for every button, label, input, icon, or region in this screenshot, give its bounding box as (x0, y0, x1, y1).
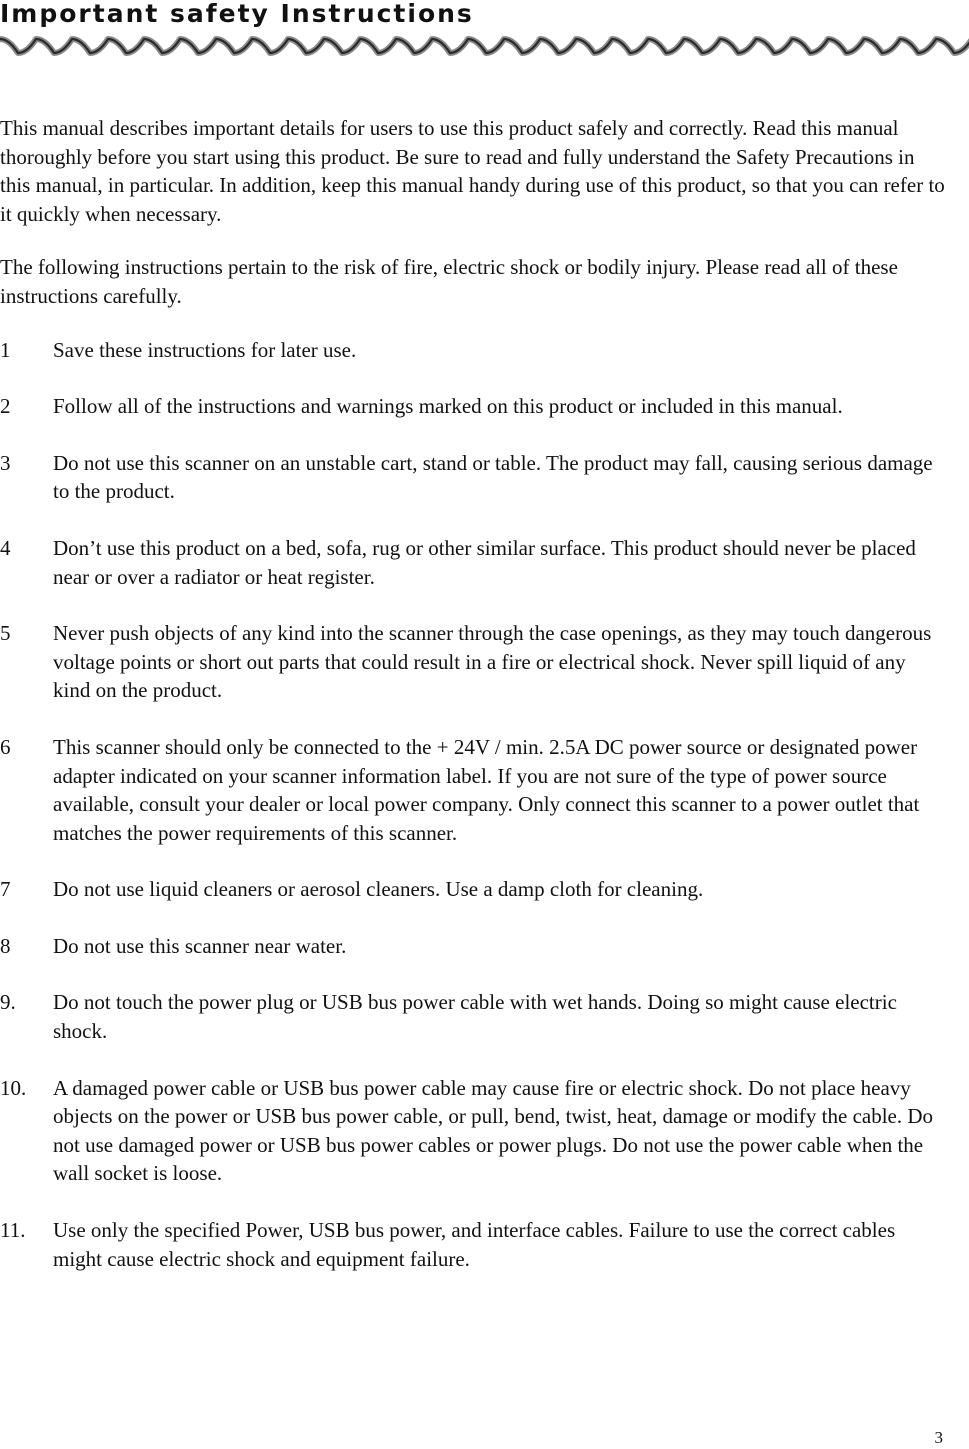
item-text: Save these instructions for later use. (53, 337, 357, 362)
instruction-item-4 (0, 534, 945, 591)
instruction-item-11 (0, 1216, 945, 1273)
item-number: 7 (0, 877, 11, 902)
item-number: 11. (0, 1218, 26, 1243)
item-number: 6 (0, 734, 11, 759)
item-text: This scanner should only be connected to the + 24V / min. 2.5A DC power source or designated power adapter indicated on your scanner information label. If you are not sure of the type of power source available, consult your dealer or local power company. Only connect this scanner to a power outlet that matches the power requirements of this scanner. (53, 734, 920, 845)
instruction-item-2 (0, 392, 945, 421)
item-number: 4 (0, 535, 11, 560)
item-number: 8 (0, 933, 11, 958)
instruction-item-3 (0, 449, 945, 506)
instruction-item-1 (0, 336, 945, 365)
instruction-item-9 (0, 988, 945, 1045)
instruction-item-7 (0, 875, 945, 904)
item-text: Do not use liquid cleaners or aerosol cleaners. Use a damp cloth for cleaning. (53, 877, 704, 902)
item-text: Never push objects of any kind into the scanner through the case openings, as they may touch dangerous voltage points or short out parts that could result in a fire or electrical shock. Never spill liquid of any kind on the product. (53, 621, 932, 703)
page-heading: Important safety Instructions (0, 0, 474, 28)
item-text: Do not use this scanner on an unstable cart, stand or table. The product may fall, causing serious damage to the product. (53, 450, 933, 504)
instruction-item-10 (0, 1074, 945, 1188)
item-number: 2 (0, 394, 11, 419)
item-text: Do not use this scanner near water. (53, 933, 347, 958)
intro-paragraph: This manual describes important details for users to use this product safely and correctly. Read this manual thoroughly before you start using this product. Be sure to read and fully understand the Safety Precautions in this manual, in particular. In addition, keep this manual handy during use of this product, so that you can refer to it quickly when necessary. (0, 116, 945, 226)
item-number: 5 (0, 621, 11, 646)
item-text: A damaged power cable or USB bus power cable may cause fire or electric shock. Do not place heavy objects on the power or USB bus power cable, or pull, bend, twist, heat, damage or modify the cable. Do not use damaged power or USB bus power cables or power plugs. Do not use the power cable when the wall socket is loose. (53, 1075, 934, 1186)
item-text: Follow all of the instructions and warnings marked on this product or included in this manual. (53, 394, 843, 419)
item-number: 1 (0, 337, 11, 362)
item-text: Don’t use this product on a bed, sofa, rug or other similar surface. This product should never be placed near or over a radiator or heat register. (53, 535, 916, 589)
instruction-item-6 (0, 733, 945, 847)
document-body (0, 114, 945, 1301)
item-text: Do not touch the power plug or USB bus power cable with wet hands. Doing so might cause electric shock. (53, 990, 897, 1044)
instruction-item-8 (0, 932, 945, 961)
item-number: 10. (0, 1075, 27, 1100)
instruction-item-5 (0, 619, 945, 705)
item-number: 3 (0, 450, 11, 475)
instructions-lead-paragraph: The following instructions pertain to the risk of fire, electric shock or bodily injury. Please read all of these instructions carefully. (0, 255, 898, 308)
page-number: 3 (934, 1428, 943, 1447)
item-text: Use only the specified Power, USB bus power, and interface cables. Failure to use the correct cables might cause electric shock and equipment failure. (53, 1218, 896, 1271)
item-number: 9. (0, 990, 16, 1015)
wavy-divider (0, 34, 969, 58)
